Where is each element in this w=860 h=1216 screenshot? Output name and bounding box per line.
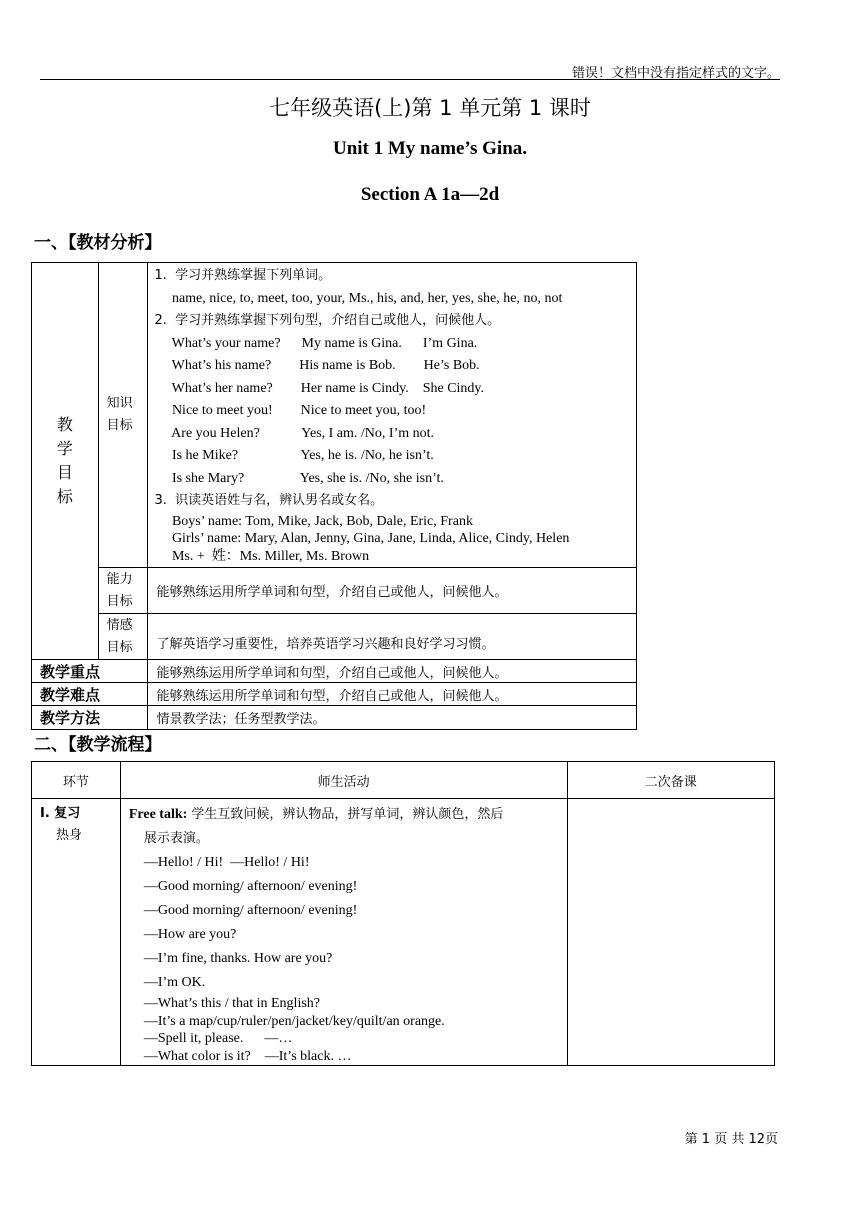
section-title: Section A 1a—2d bbox=[360, 184, 500, 205]
difficulty-content: 能够熟练运用所学单词和句型，介绍自己或他人，问候他人。 bbox=[148, 683, 637, 706]
free-talk-label: Free talk: bbox=[128, 807, 188, 822]
column-header-activity: 师生活动 bbox=[120, 762, 567, 799]
header-error-text: 错误！文档中没有指定样式的文字。 bbox=[571, 65, 780, 80]
emotion-label: 情感 目标 bbox=[98, 614, 148, 660]
activity-content: Free talk: 学生互致问候，辨认物品，拼写单词，辨认颜色，然后 展示表演。 —Hello! / Hi! —Hello! / Hi! —Good morning/ afternoon/ evening! —Good morning/ afternoon/ evening! —How are you? —I’m fine, thanks. How are you? —I’m OK. —What’s this / that in English? —It’s a map/cup/ruler/pen/jacket/key/quilt/an orange. —Spell it, please. —… —What color is it? —It’s black. … bbox=[120, 799, 567, 1066]
flow-table bbox=[31, 761, 775, 1066]
column-header-stage: 环节 bbox=[32, 762, 121, 799]
column-header-notes: 二次备课 bbox=[567, 762, 774, 799]
unit-title: Unit 1 My name’s Gina. bbox=[332, 138, 528, 159]
knowledge-content: 1. 学习并熟练掌握下列单词。 name, nice, to, meet, too, your, Ms., his, and, her, yes, she, he, no, not 2. 学习并熟练掌握下列句型，介绍自己或他人，问候他人。 What’s your name? My name is Gina. I’m Gina. What’s his name? His name is Bob. He’s Bob. What’s her name? Her name is Cindy. She Cindy. Nice to meet you! Nice to meet you, too! Are you Helen? Yes, I am. /No, I’m not. Is he Mike? Yes, he is. /No, he isn’t. Is she Mary? Yes, she is. /No, she isn’t. 3. 识读英语姓与名，辨认男名或女名。 Boys’ name: Tom, Mike, Jack, Bob, Dale, Eric, Frank Girls’ name: Mary, Alan, Jenny, Gina, Jane, Linda, Alice, Cindy, Helen Ms. + 姓：Ms. Miller, Ms. Brown bbox=[148, 263, 637, 568]
ability-label: 能力 目标 bbox=[98, 568, 148, 614]
section1-heading: 一、【教材分析】 bbox=[34, 233, 162, 253]
key-point-content: 能够熟练运用所学单词和句型，介绍自己或他人，问候他人。 bbox=[148, 660, 637, 683]
header-rule bbox=[40, 79, 780, 80]
goal-label: 教 学 目 标 bbox=[32, 263, 99, 660]
method-content: 情景教学法；任务型教学法。 bbox=[148, 706, 637, 730]
method-label: 教学方法 bbox=[32, 706, 148, 730]
section2-heading: 二、【教学流程】 bbox=[34, 735, 162, 755]
key-point-label: 教学重点 bbox=[32, 660, 148, 683]
ability-content: 能够熟练运用所学单词和句型，介绍自己或他人，问候他人。 bbox=[148, 568, 637, 614]
knowledge-label: 知识 目标 bbox=[98, 263, 148, 568]
difficulty-label: 教学难点 bbox=[32, 683, 148, 706]
analysis-table bbox=[31, 262, 637, 730]
page-footer: 第 1 页 共 12页 bbox=[684, 1132, 778, 1147]
page-title: 七年级英语(上)第 1 单元第 1 课时 bbox=[269, 96, 591, 120]
notes-cell bbox=[567, 799, 774, 1066]
emotion-content: 了解英语学习重要性，培养英语学习兴趣和良好学习习惯。 bbox=[148, 614, 637, 660]
stage-label: I. 复习 热身 bbox=[32, 799, 121, 1066]
